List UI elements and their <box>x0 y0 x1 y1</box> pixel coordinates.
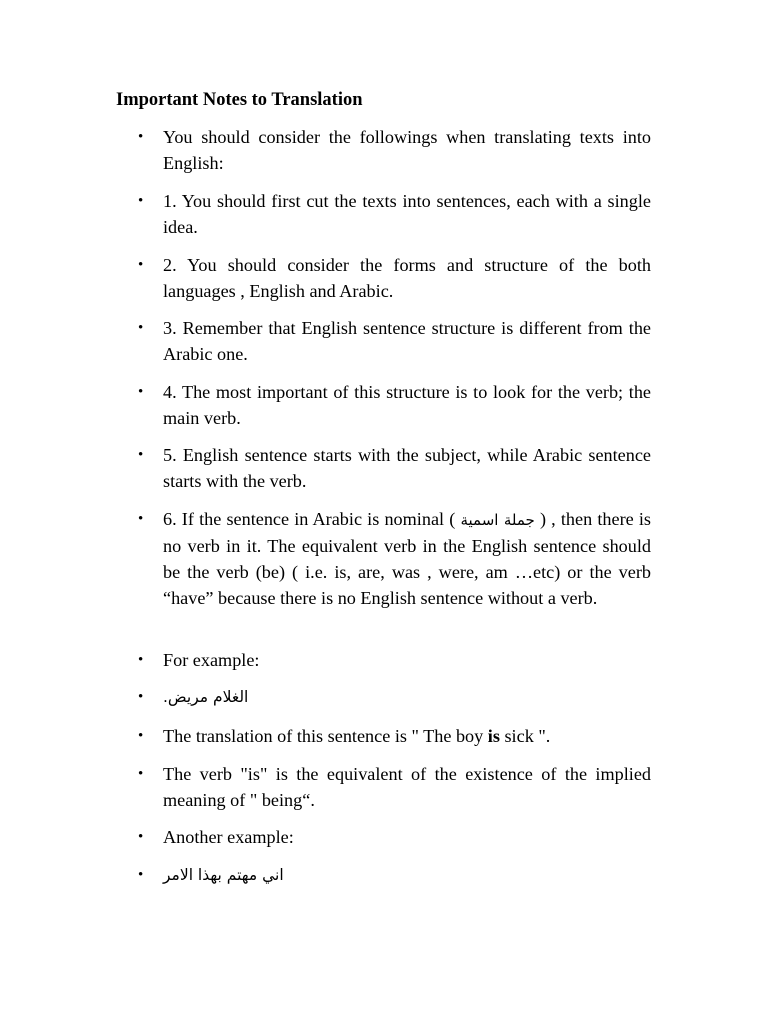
list-item-text: For example: <box>163 650 260 670</box>
bullet-icon: • <box>138 766 144 782</box>
bullet-icon: • <box>138 829 144 845</box>
page-title: Important Notes to Translation <box>116 90 363 110</box>
emphasis-word: is <box>487 726 500 746</box>
list-item-text: 2. You should consider the forms and structure of the both languages , English and Arabic. <box>163 255 651 301</box>
bullet-icon: • <box>138 129 144 145</box>
list-item-text: You should consider the followings when translating texts into English: <box>163 127 651 173</box>
item-text-part: 6. If the sentence in Arabic is nominal ( <box>163 509 461 529</box>
bullet-icon: • <box>138 320 144 336</box>
bullet-icon: • <box>138 193 144 209</box>
list-item-text: The verb "is" is the equivalent of the existence of the implied meaning of " being“. <box>163 764 651 810</box>
arabic-term: جملة اسمية <box>460 511 535 529</box>
arabic-example: الغلام مريض. <box>163 688 249 706</box>
list-item-text <box>163 506 651 611</box>
arabic-example: اني مهتم بهذا الامر <box>163 866 284 884</box>
item-text-part: sick ". <box>499 726 551 746</box>
list-item-text: Another example: <box>163 827 294 847</box>
bullet-icon: • <box>138 257 144 273</box>
item-text-part: ) , then there is no verb in it. The equivalent verb in the English sentence should be the verb (be) ( i.e. is, are, was , were, am …etc) or the verb “have” because there is no English sentence without a verb. <box>163 509 651 608</box>
bullet-icon: • <box>138 511 144 527</box>
list-item-text <box>163 723 651 749</box>
list-item-text: 3. Remember that English sentence structure is different from the Arabic one. <box>163 318 651 364</box>
bullet-icon: • <box>138 447 144 463</box>
item-text-part: The translation of this sentence is " The boy <box>163 726 488 746</box>
bullet-icon: • <box>138 384 144 400</box>
bullet-icon: • <box>138 728 144 744</box>
list-item-text: 4. The most important of this structure is to look for the verb; the main verb. <box>163 382 651 428</box>
list-item-text: 5. English sentence starts with the subject, while Arabic sentence starts with the verb. <box>163 445 651 491</box>
bullet-icon: • <box>138 652 144 668</box>
list-item-text: 1. You should first cut the texts into sentences, each with a single idea. <box>163 191 651 237</box>
bullet-icon: • <box>138 867 144 883</box>
bullet-icon: • <box>138 689 144 705</box>
